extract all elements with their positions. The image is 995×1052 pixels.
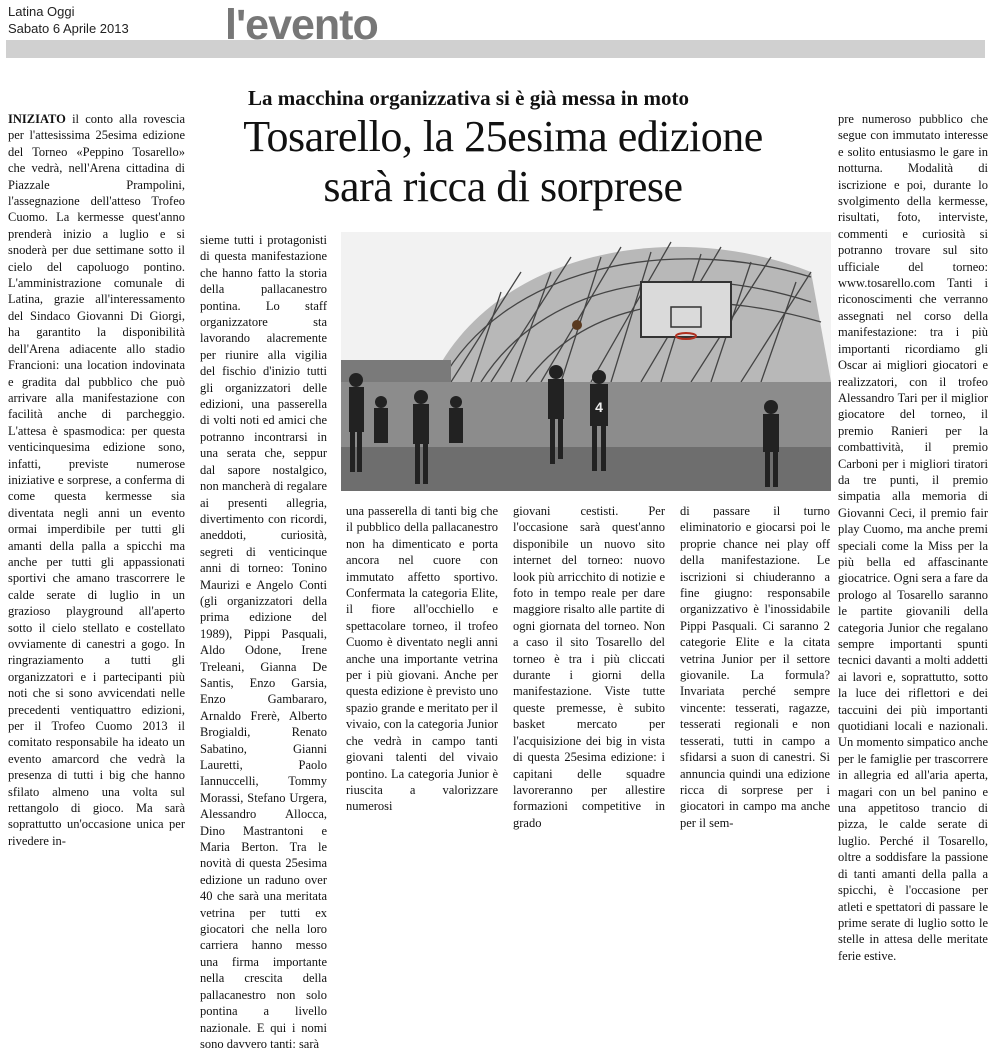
text-column-2 [200,232,327,1052]
basketball-game-illustration [341,232,831,491]
newspaper-name: Latina Oggi [8,4,75,19]
basketball-photo [341,232,831,491]
masthead [8,3,129,37]
jersey-number: 4 [595,399,603,415]
section-bar [6,40,985,58]
column-5-text: di passare il turno eliminatorio e giocarsi poi le proprie chance nei play off della manifestazione. Le iscrizioni si chiuderanno a fine giugno: responsabile organizzativo è l'inossidabile Pippi Pasquali. Ci saranno 2 categorie Elite e la citata vetrina Junior per il settore giovanile. La formula? Invariata perché sempre vincente: tesserati, ragazze, tesserati regionali e non tesserati, tutti in campo a sfidarsi a suon di canestri. Si annuncia quindi una edizione ricca di sorprese per i giocatori in campo ma anche per il sem- [680,504,830,830]
headline-line-2: sarà ricca di sorprese [323,162,683,211]
column-2-text: sieme tutti i protagonisti di questa manifestazione che hanno fatto la storia della pallacanestro pontina. Lo staff organizzatore sta lavorando alacremente per riunire alla vigilia del fischio d'inizio tutti gli organizzatori delle edizioni, una passerella di volti noti ed amici che potranno incontrarsi in una serata che, seppur dal sapore nostalgico, non mancherà di regalare ai presenti allegria, divertimento con ricordi, aneddoti, curiosità, segreti di venticinque anni di torneo: Tonino Maurizi e Angelo Conti (gli organizzatori della prima edizione del 1989), Pippi Pasquali, Aldo Odone, Irene Treleani, Gianna De Santis, Enzo Garsia, Enzo Gambararo, Arnaldo Frerè, Alberto Brogialdi, Renato Sabatino, Gianni Lauretti, Paolo Iannuccelli, Tommy Morassi, Stefano Urgera, Alessandro Allocca, Dino Mastrantoni e Maria Berton. Tra le novità di questa 25esima edizione un raduno over 40 che sarà una meritata vetrina per tutti ex giocatori che nella loro carriera hanno messo una firma importante nella crescita della pallacanestro non solo pontina a livello nazionale. E qui i nomi sono davvero tanti: sarà [200,233,327,1051]
text-column-6 [838,111,988,964]
text-column-5 [680,503,830,831]
lead-word: INIZIATO [8,112,66,126]
text-column-3 [346,503,498,815]
column-1-text: il conto alla rovescia per l'attesissima 25esima edizione del Torneo «Peppino Tosarello» che vedrà, nell'Arena cittadina di Piazzale Prampolini, l'assegnazione dell'atteso Trofeo Cuomo. La kermesse quest'anno prenderà inizio a luglio e si snoderà per due settimane sotto il cielo del capoluogo pontino. L'amministrazione comunale di Latina, grazie all'interessamento del Sindaco Giovanni Di Giorgi, ha garantito la disponibilità dell'Arena adiacente allo stadio Francioni: una location indovinata e gradita dal pubblico che può arrivare alla manifestazione con facilità anche di parcheggio. L'attesa è spasmodica: per questa venticinquesima edizione sono, infatti, previste numerose iniziative e sorprese, a conferma di come questa kermesse sia diventata negli anni un evento ormai imperdibile per tutti gli amanti della palla a spicchi ma anche per tutti gli appassionati sportivi che amano trascorrere le calde serate di luglio in un grazioso playground all'aperto sotto il cielo stellato e costellato ovviamente di canestri a gogo. In ringraziamento a tutti gli organizzatori e i partecipanti più noti che si sono avvicendati nelle precedenti ventiquattro edizioni, per il Trofeo Cuomo 2013 il comitato responsabile ha ideato un evento amarcord che vedrà la presenza di tutti i big che hanno sfilato almeno una volta sul rettangolo di gioco. Ma sarà soprattutto un'occasione unica per rivedere in- [8,112,185,848]
column-6-text: pre numeroso pubblico che segue con immutato interesse e solito entusiasmo le gare in notturna. Modalità di iscrizione e poi, durante lo svolgimento della kermesse, risultati, foto, interviste, commenti e curiosità si potranno trovare sul sito ufficiale del torneo: www.tosarello.com Tanti i riconoscimenti che verranno assegnati nel corso della manifestazione: tra i più importanti ricordiamo gli Oscar ai migliori giocatori e realizzatori, con il trofeo Alessandro Tari per il miglior giocatore del torneo, il premio Ranieri per la combattività, il premio Carboni per i migliori tiratori da tre punti, il premio simpatia alla memoria di Giovanni Ceci, il premio fair play Cuomo, ma anche premi speciali come la Miss per la più bella ed affascinante giocatrice. Ogni sera a fare da prologo al Tosarello saranno le partite giovanili della categoria Junior che regalano sempre importanti spunti tecnici davanti a molti addetti ai lavori e, soprattutto, sotto la luce dei riflettori e dei taccuini dei più importanti quotidiani locali e nazionali. Un momento simpatico anche per le famiglie per trascorrere in allegria ed all'aria aperta, magari con un bel panino e una appetitoso trancio di pizza, le calde serate di luglio. Perché il Tosarello, oltre a soddisfare la passione di tanti amanti della palla a spicchi, è l'occasione per atleti e spettatori di passare le prime serate di luglio sotto le stelle in attesa delle meritate ferie estive. [838,112,988,963]
article-headline [200,112,806,212]
column-3-text: una passerella di tanti big che il pubblico della pallacanestro non ha dimenticato e porta ancora nel cuore con immutato affetto sportivo. Confermata la categoria Elite, il fiore all'occhiello e spettacolare torneo, il trofeo Cuomo è diventato negli anni anche una importante vetrina per i più giovani. Anche per questa edizione è previsto uno spazio grande e meritato per il vivaio, con la categoria Junior che vedrà in campo tanti giovani talenti del vivaio pontino. La categoria Junior è riuscita a valorizzare numerosi [346,504,498,814]
column-4-text: giovani cestisti. Per l'occasione sarà quest'anno disponibile un nuovo sito internet del torneo: nuovo look più arricchito di notizie e foto in tempo reale per dare maggiore risalto alle partite di ogni giornata del torneo. Non a caso il sito Tosarello del torneo è tra i più cliccati durante i giorni della manifestazione. Viste tutte queste premesse, è subito basket mercato per l'acquisizione dei big in vista di questa 25esima edizione: i capitani delle squadre lavoreranno per allestire formazioni competitive in grado [513,504,665,830]
text-column-1 [8,111,185,849]
section-title: l'evento [225,1,378,49]
text-column-4 [513,503,665,831]
article-kicker: La macchina organizzativa si è già messa in moto [248,86,689,110]
headline-line-1: Tosarello, la 25esima edizione [243,112,763,161]
issue-date: Sabato 6 Aprile 2013 [8,21,129,36]
